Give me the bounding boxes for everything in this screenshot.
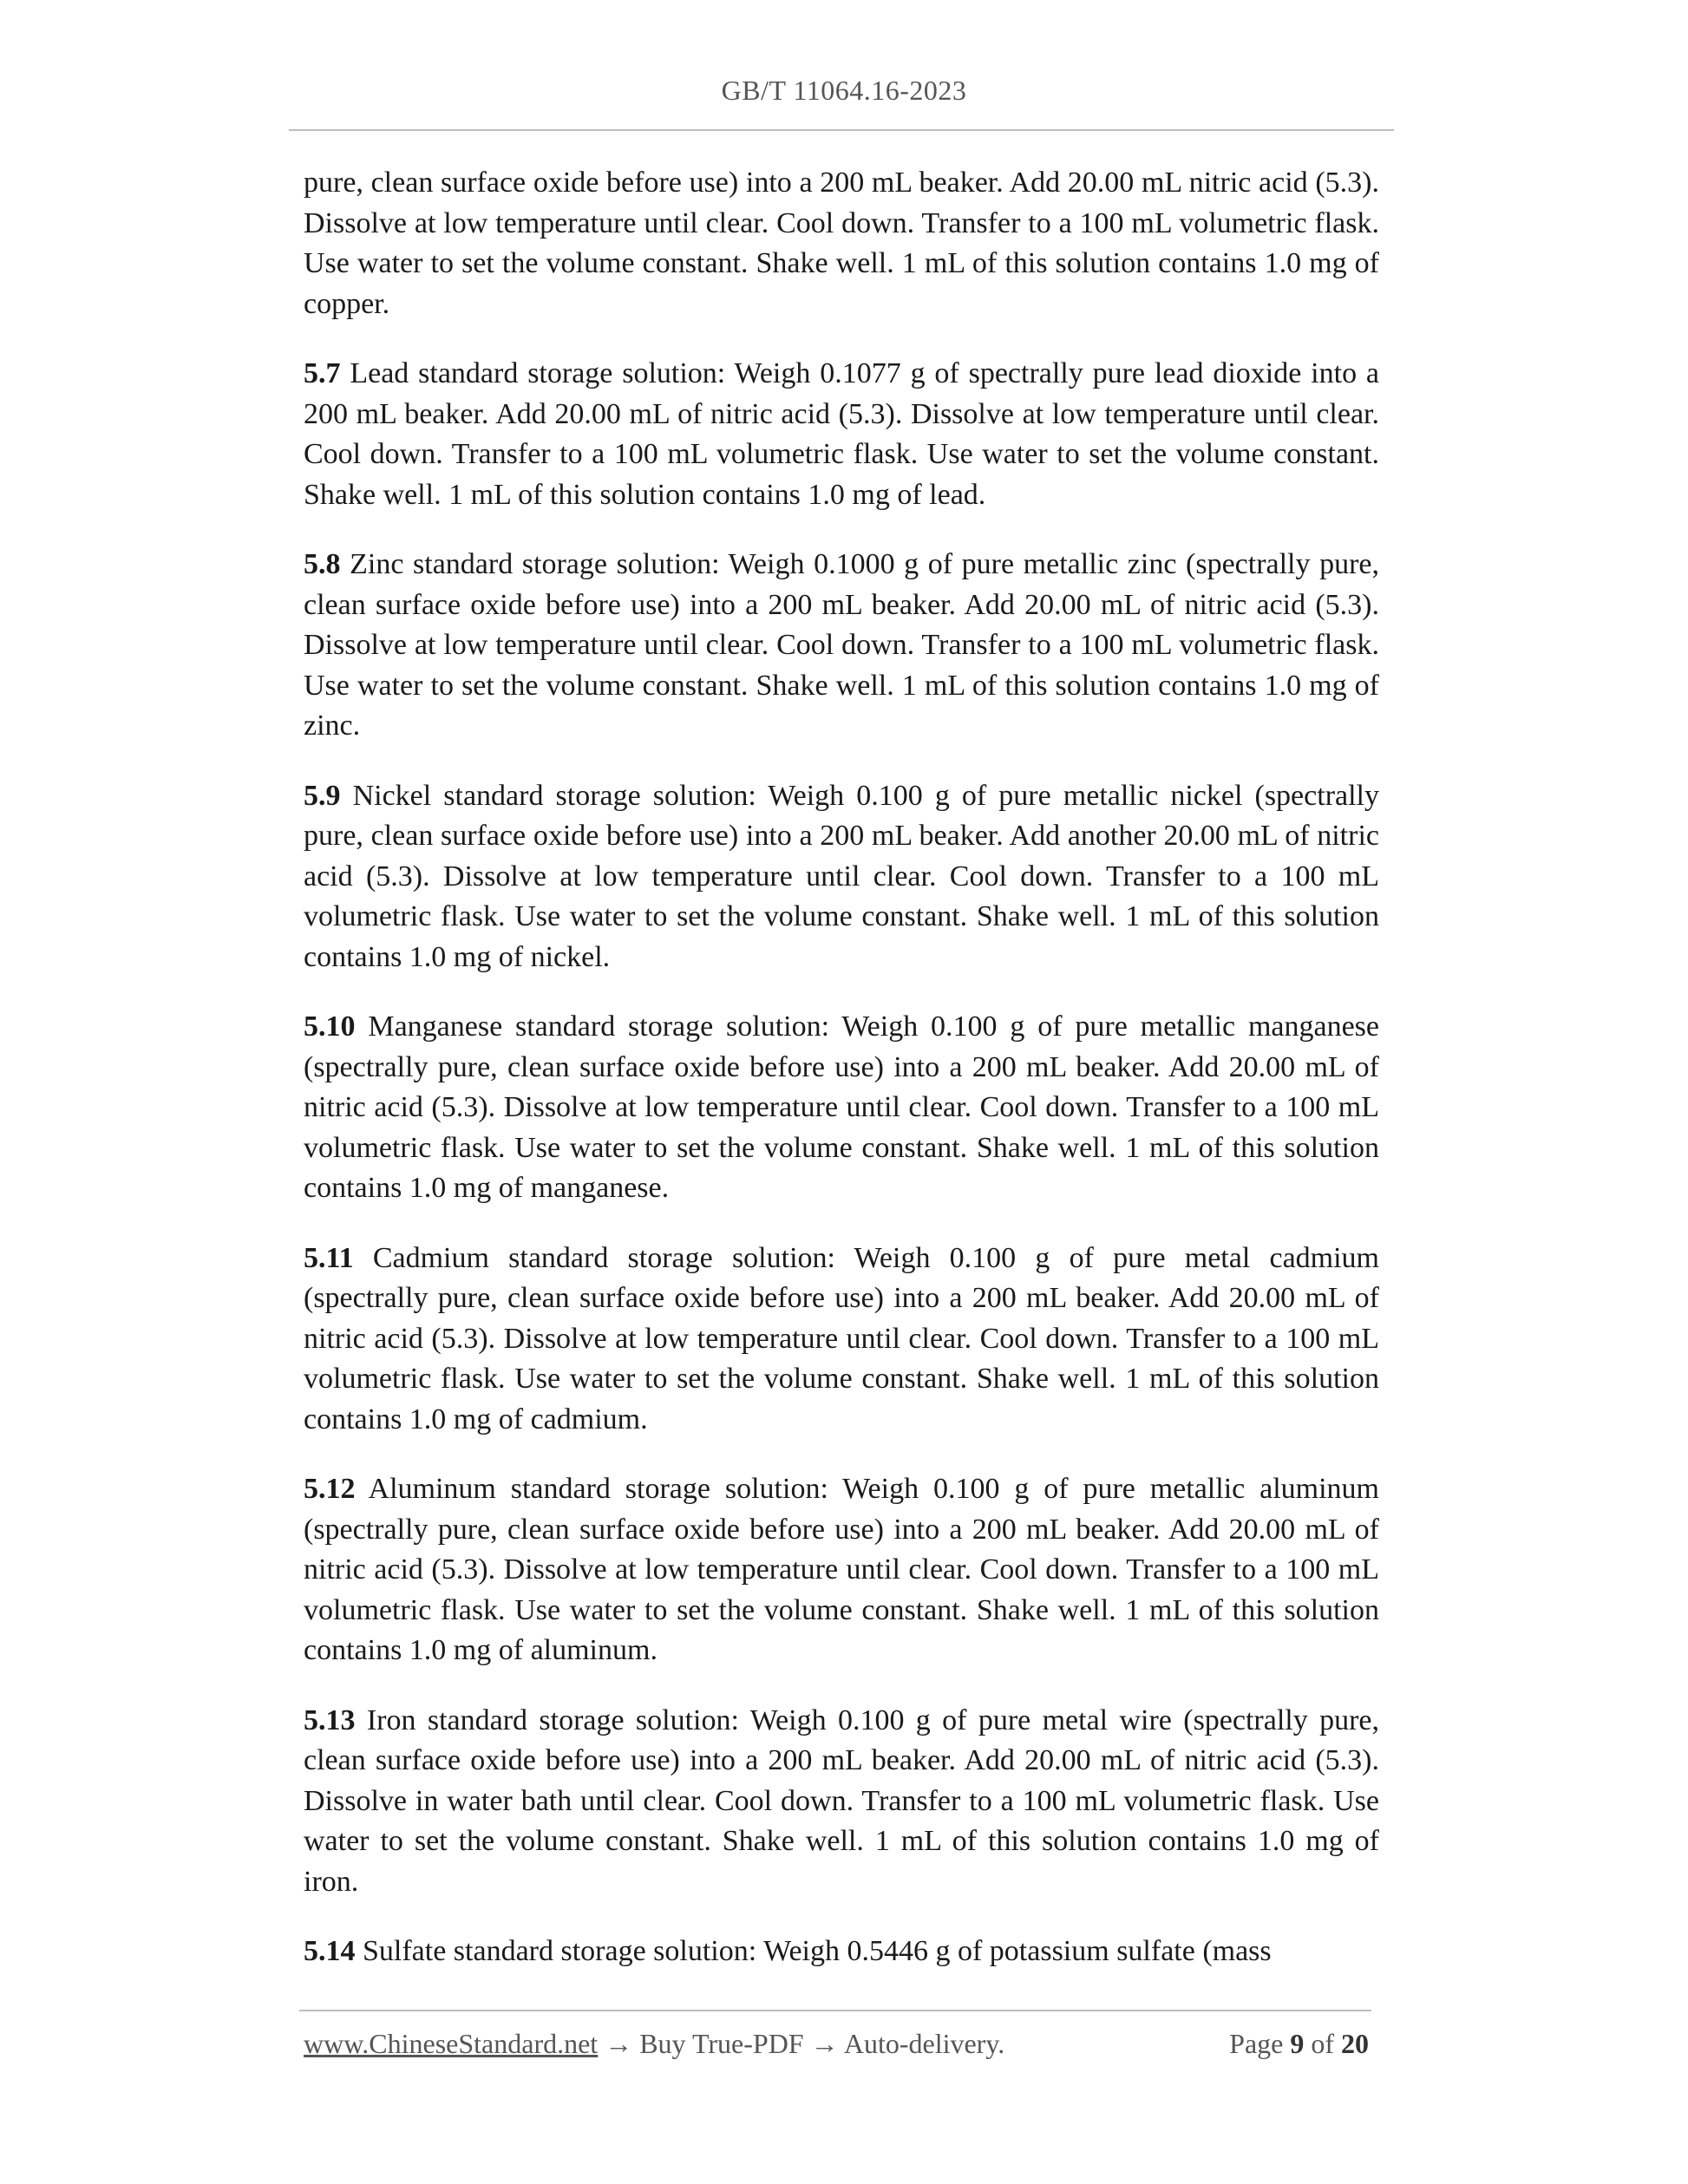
section-text: Nickel standard storage solution: Weigh 0.100 g of pure metallic nickel (spectrally pure, clean surface oxide before use) into a 200 mL beaker. Add another 20.00 mL of nitric acid (5.3). Dissolve at low temperature until clear. Cool down. Transfer to a 100 mL volumetric flask. Use water to set the volume constant. Shake well. 1 mL of this solution contains 1.0 mg of nickel. <box>304 779 1379 973</box>
document-body <box>304 163 1379 2002</box>
section-text: Zinc standard storage solution: Weigh 0.1000 g of pure metallic zinc (spectrally pure, clean surface oxide before use) into a 200 mL beaker. Add 20.00 mL of nitric acid (5.3). Dissolve at low temperature until clear. Cool down. Transfer to a 100 mL volumetric flask. Use water to set the volume constant. Shake well. 1 mL of this solution contains 1.0 mg of zinc. <box>304 548 1380 742</box>
buy-text: Buy True-PDF <box>639 2028 804 2059</box>
site-link[interactable]: www.ChineseStandard.net <box>304 2028 599 2059</box>
section-paragraph <box>304 1239 1379 1441</box>
section-text: Iron standard storage solution: Weigh 0.100 g of pure metal wire (spectrally pure, clean surface oxide before use) into a 200 mL beaker. Add 20.00 mL of nitric acid (5.3). Dissolve in water bath until clear. Cool down. Transfer to a 100 mL volumetric flask. Use water to set the volume constant. Shake well. 1 mL of this solution contains 1.0 mg of iron. <box>304 1703 1379 1898</box>
delivery-text: Auto-delivery. <box>843 2028 1005 2059</box>
continuation-paragraph: pure, clean surface oxide before use) into a 200 mL beaker. Add 20.00 mL nitric acid (5.3). Dissolve at low temperature until clear. Cool down. Transfer to a 100 mL volumetric flask. Use water to set the volume constant. Shake well. 1 mL of this solution contains 1.0 mg of copper. <box>304 167 1379 320</box>
section-paragraph <box>304 1007 1379 1209</box>
page-number <box>1229 2028 1369 2060</box>
page-total: 20 <box>1341 2028 1369 2059</box>
section-paragraph <box>304 1469 1379 1671</box>
section-text: Sulfate standard storage solution: Weigh 0.5446 g of potassium sulfate (mass <box>363 1935 1272 1967</box>
section-paragraph <box>304 1701 1379 1903</box>
section-paragraph <box>304 545 1379 747</box>
section-number: 5.13 <box>304 1703 356 1736</box>
section-text: Lead standard storage solution: Weigh 0.1077 g of spectrally pure lead dioxide into a 200 mL beaker. Add 20.00 mL of nitric acid (5.3). Dissolve at low temperature until clear. Cool down. Transfer to a 100 mL volumetric flask. Use water to set the volume constant. Shake well. 1 mL of this solution contains 1.0 mg of lead. <box>304 357 1380 511</box>
arrow-right-icon: → <box>810 2028 839 2059</box>
section-number: 5.8 <box>304 548 341 580</box>
section-paragraph <box>304 1932 1379 1972</box>
page-current: 9 <box>1290 2028 1305 2059</box>
section-text: Cadmium standard storage solution: Weigh 0.100 g of pure metal cadmium (spectrally pure, clean surface oxide before use) into a 200 mL beaker. Add 20.00 mL of nitric acid (5.3). Dissolve at low temperature until clear. Cool down. Transfer to a 100 mL volumetric flask. Use water to set the volume constant. Shake well. 1 mL of this solution contains 1.0 mg of cadmium. <box>304 1241 1380 1435</box>
section-number: 5.11 <box>304 1241 354 1274</box>
section-text: Aluminum standard storage solution: Weigh 0.100 g of pure metallic aluminum (spectrally pure, clean surface oxide before use) into a 200 mL beaker. Add 20.00 mL of nitric acid (5.3). Dissolve at low temperature until clear. Cool down. Transfer to a 100 mL volumetric flask. Use water to set the volume constant. Shake well. 1 mL of this solution contains 1.0 mg of aluminum. <box>304 1473 1380 1666</box>
header-divider <box>289 129 1394 131</box>
arrow-right-icon: → <box>605 2028 633 2059</box>
section-paragraph <box>304 354 1379 515</box>
section-number: 5.12 <box>304 1473 356 1505</box>
section-paragraph <box>304 776 1379 978</box>
page-header <box>0 75 1688 107</box>
section-number: 5.14 <box>304 1935 356 1967</box>
footer-divider <box>299 2010 1371 2011</box>
section-number: 5.10 <box>304 1010 356 1043</box>
section-number: 5.9 <box>304 779 341 812</box>
page-of: of <box>1311 2028 1334 2059</box>
standard-id: GB/T 11064.16-2023 <box>721 75 967 106</box>
page-label: Page <box>1229 2028 1284 2059</box>
section-number: 5.7 <box>304 357 341 389</box>
section-text: Manganese standard storage solution: Weigh 0.100 g of pure metallic manganese (spectrally pure, clean surface oxide before use) into a 200 mL beaker. Add 20.00 mL of nitric acid (5.3). Dissolve at low temperature until clear. Cool down. Transfer to a 100 mL volumetric flask. Use water to set the volume constant. Shake well. 1 mL of this solution contains 1.0 mg of manganese. <box>304 1010 1380 1204</box>
footer-promo <box>304 2028 1004 2060</box>
